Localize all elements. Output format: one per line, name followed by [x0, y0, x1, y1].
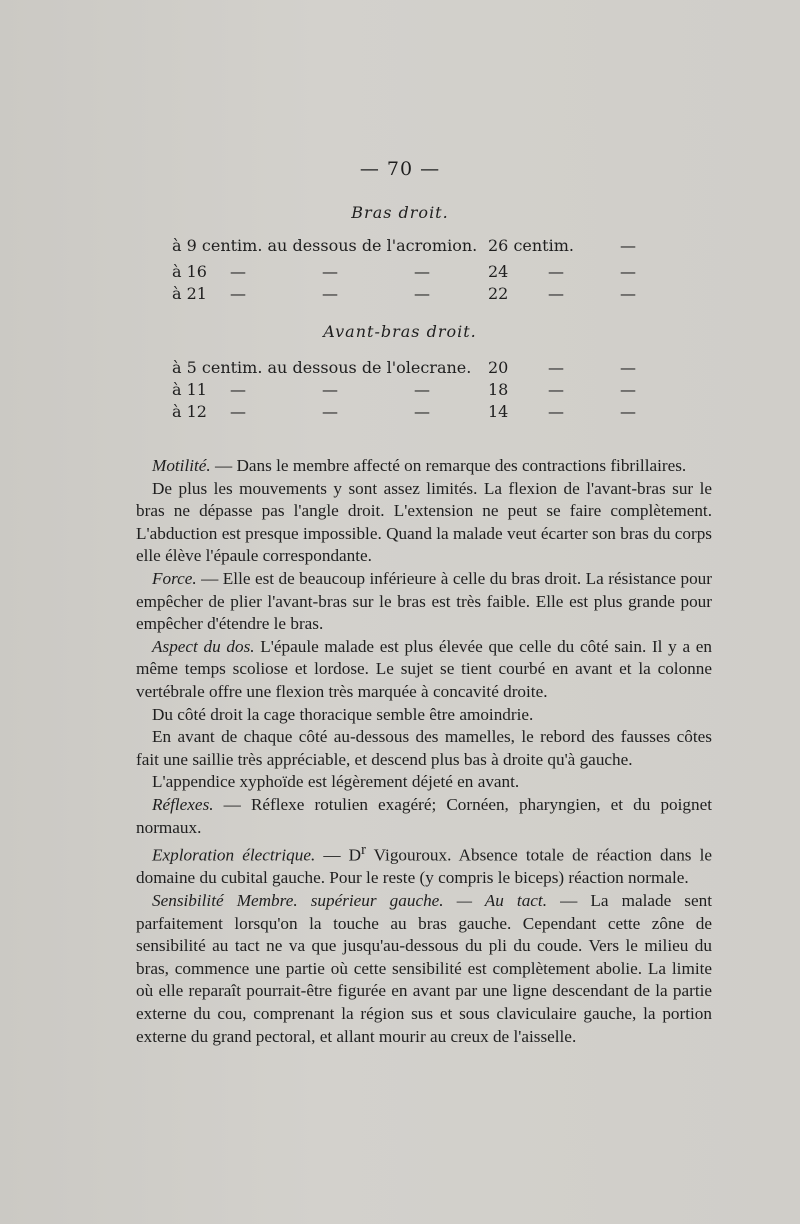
- row-position: à 11: [172, 380, 207, 399]
- table-row: [0, 262, 800, 284]
- section-title-bras: Bras droit.: [351, 203, 449, 222]
- label-force: Force.: [152, 568, 197, 588]
- row-dash: —: [548, 284, 564, 303]
- row-value: 14: [488, 402, 509, 421]
- row-dash: —: [548, 262, 564, 281]
- row-value: 20: [488, 358, 509, 377]
- table-row: [0, 358, 800, 380]
- row-dash: —: [620, 262, 636, 281]
- label-reflexes: Réflexes.: [152, 794, 214, 814]
- row-dash: —: [620, 358, 636, 377]
- row-dash: —: [322, 262, 338, 281]
- row-dash: —: [322, 402, 338, 421]
- paragraph-motilite: Motilité. — Dans le membre affecté on remarque des contractions fibrillaires.: [152, 456, 687, 475]
- row-dash: —: [414, 262, 430, 281]
- paragraph-reflexes: Réflexes. — Réflexe rotulien exagéré; Cornéen, pharyngien, et du poignet normaux.: [136, 794, 712, 837]
- row-position: à 12: [172, 402, 207, 421]
- table-row: [0, 380, 800, 402]
- row-dash: —: [230, 402, 246, 421]
- page-number: — 70 —: [359, 158, 441, 180]
- row-position: à 21: [172, 284, 207, 303]
- table-row: [0, 402, 800, 424]
- section-title-avant-bras: Avant-bras droit.: [323, 322, 477, 341]
- table-row: [0, 284, 800, 306]
- row-dash: —: [322, 380, 338, 399]
- paragraph-aspect: Aspect du dos. L'épaule malade est plus élevée que celle du côté sain. Il y a en même temps scoliose et lordose. Le sujet se tient courbé en avant et la colonne vertébrale offre une flexion très marquée à concavité droite.: [136, 636, 712, 701]
- row-dash: —: [620, 402, 636, 421]
- paragraph-cage: Du côté droit la cage thoracique semble être amoindrie.: [152, 704, 534, 724]
- paragraph-sensibilite: Sensibilité Membre. supérieur gauche. — Au tact. — La malade sent parfaitement lorsqu'on la touche au bras gauche. Cependant cette zône de sensibilité au tact ne va que jusqu'au-dessous du pli du coude. Vers le milieu du bras, commence une partie où cette sensibilité est complètement abolie. La limite où elle reparaît pourrait-être figurée en avant par une ligne descendant de la partie externe du cou, comprenant la région sus et sous claviculaire gauche, la portion externe du grand pectoral, et allant mourir au creux de l'aisselle.: [136, 891, 712, 1046]
- row-dash: —: [548, 380, 564, 399]
- row-value: 18: [488, 380, 509, 399]
- table-row: [0, 236, 800, 258]
- paragraph-force: Force. — Elle est de beaucoup inférieure à celle du bras droit. La résistance pour empêcher de plier l'avant-bras sur le bras est très faible. Elle est plus grande pour empêcher d'étendre le bras.: [136, 568, 712, 634]
- row-value: 26 centim.: [488, 236, 574, 255]
- paragraph-mamelles: En avant de chaque côté au-dessous des mamelles, le rebord des fausses côtes fait une saillie très appréciable, et descend plus bas à droite qu'à gauche.: [136, 727, 712, 769]
- row-dash: —: [230, 262, 246, 281]
- row-dash: —: [230, 380, 246, 399]
- body-text: [136, 455, 712, 1048]
- row-dash: —: [322, 284, 338, 303]
- row-dash: —: [230, 284, 246, 303]
- row-position: à 9 centim. au dessous de l'acromion.: [172, 236, 478, 255]
- row-dash: —: [414, 380, 430, 399]
- paragraph-exploration: Exploration électrique. — $D^r$ Vigouroux. Absence totale de réaction dans le domaine du cubital gauche. Pour le reste (y compris le biceps) réaction normale.: [136, 842, 713, 888]
- label-exploration: Exploration électrique.: [152, 845, 316, 865]
- row-dash: —: [620, 380, 636, 399]
- row-dash: —: [548, 358, 564, 377]
- row-dash: —: [414, 284, 430, 303]
- row-dash: —: [620, 284, 636, 303]
- row-dash: —: [620, 236, 636, 255]
- row-position: à 5 centim. au dessous de l'olecrane.: [172, 358, 472, 377]
- label-aspect: Aspect du dos.: [152, 636, 255, 656]
- label-motilite: Motilité.: [152, 456, 211, 475]
- paragraph-mouvements: De plus les mouvements y sont assez limités. La flexion de l'avant-bras sur le bras ne dépasse pas l'angle droit. L'extension ne peut se faire complètement. L'abduction est presque impossible. Quand la malade veut écarter son bras du corps elle élève l'épaule correspondante.: [136, 478, 712, 566]
- row-dash: —: [548, 402, 564, 421]
- label-sensibilite: Sensibilité Membre. supérieur gauche. — Au tact.: [152, 891, 547, 911]
- row-value: 22: [488, 284, 509, 303]
- row-dash: —: [414, 402, 430, 421]
- row-value: 24: [488, 262, 509, 281]
- row-position: à 16: [172, 262, 207, 281]
- paragraph-appendice: L'appendice xyphoïde est légèrement déjeté en avant.: [152, 772, 520, 792]
